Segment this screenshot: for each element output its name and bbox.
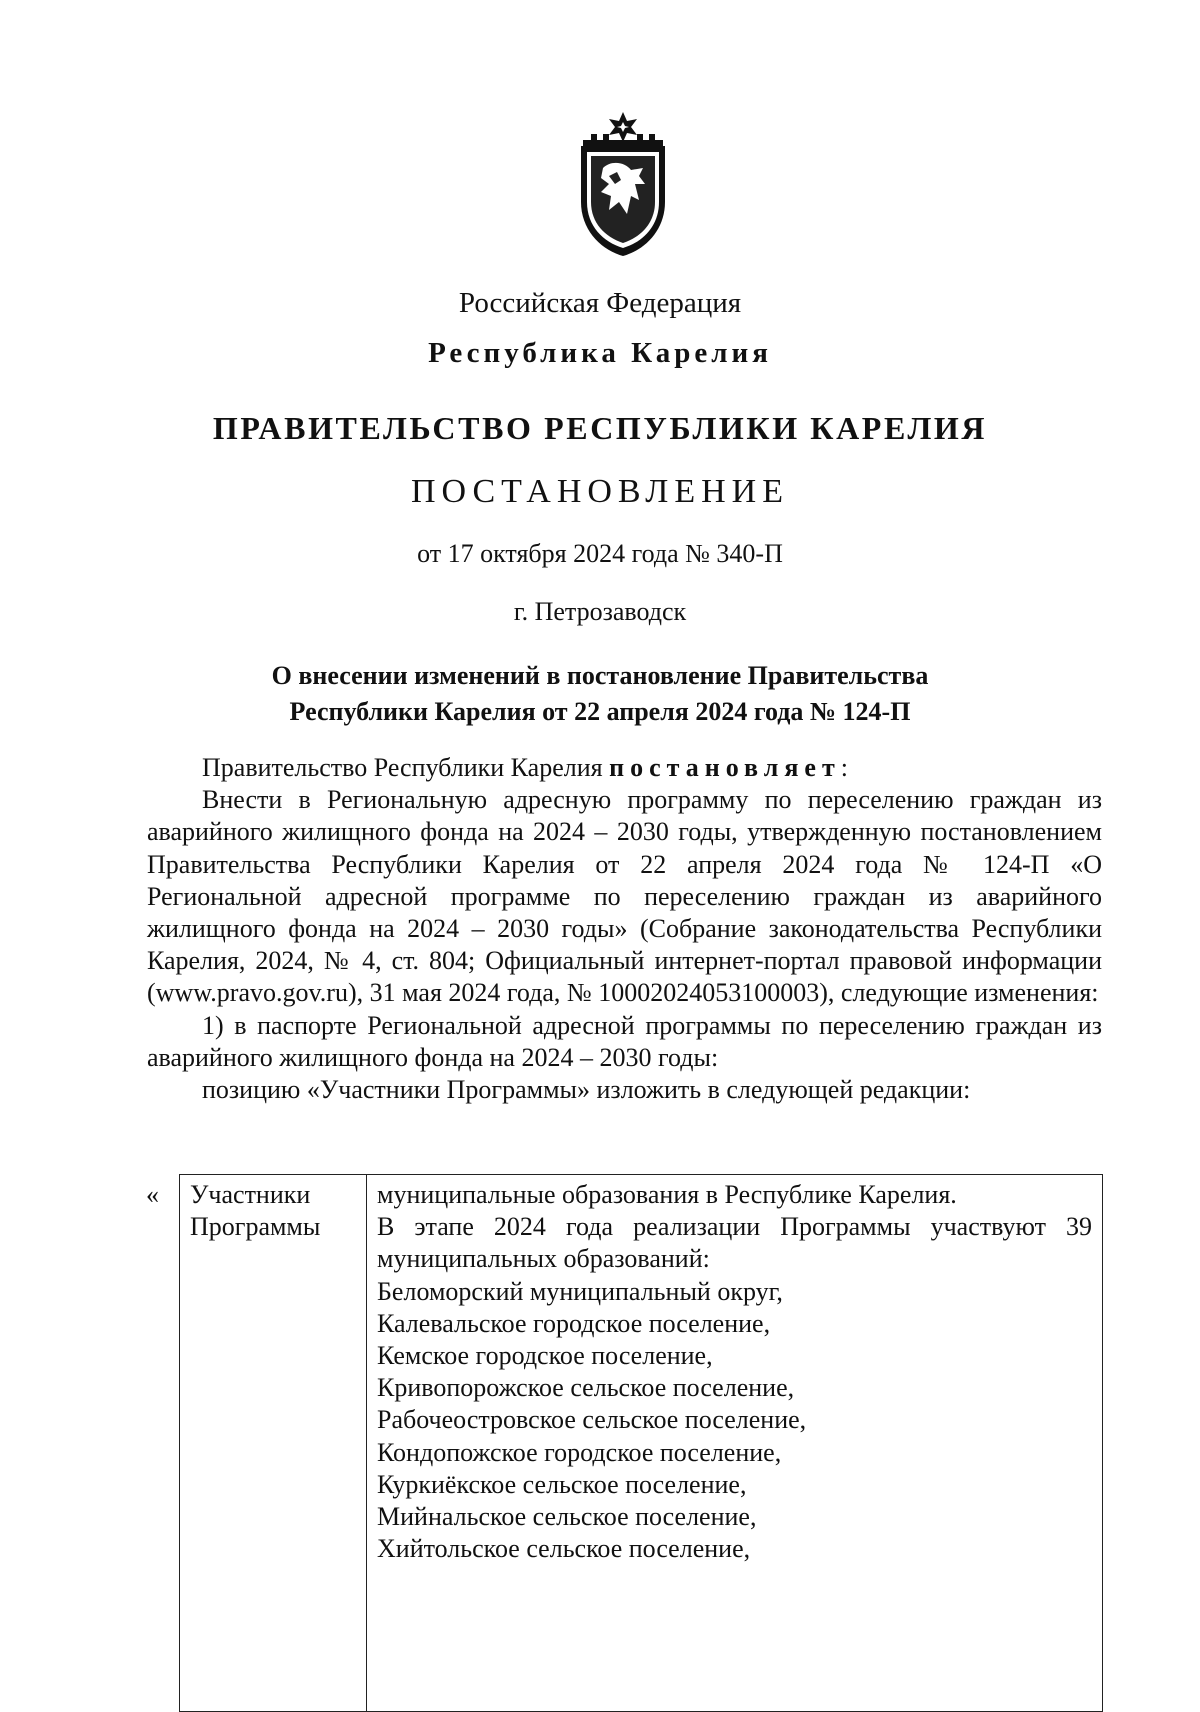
resolves-suffix: : xyxy=(840,753,848,782)
list-item: Беломорский муниципальный округ, xyxy=(377,1276,783,1306)
government-title: ПРАВИТЕЛЬСТВО РЕСПУБЛИКИ КАРЕЛИЯ xyxy=(212,410,988,446)
document-subject xyxy=(0,658,1200,730)
paragraph-amendments: Внести в Региональную адресную программу по переселению граждан из аварийного жилищного фонда на 2024 – 2030 годы, утвержденную постановлением Правительства Республики Карелия от 22 апреля 2024 года № 124-П «О Региональной адресной программе по переселению граждан из аварийного жилищного фонда на 2024 – 2030 годы» (Собрание законодательства Республики Карелия, 2024, № 4, ст. 804; Официальный интернет-портал правовой информации (www.pravo.gov.ru), 31 мая 2024 года, № 10002024053100003), следующие изменения: xyxy=(147,785,1102,1008)
document-type: ПОСТАНОВЛЕНИЕ xyxy=(410,473,790,510)
passport-table xyxy=(179,1174,1103,1712)
document-body xyxy=(147,752,1102,1106)
participants-intro: муниципальные образования в Республике Карелия. xyxy=(377,1180,957,1209)
list-item: Хийтольское сельское поселение, xyxy=(377,1534,751,1564)
participants-label-cell xyxy=(180,1175,367,1712)
subject-line-1: О внесении изменений в постановление Правительства xyxy=(271,661,929,690)
republic-name: Республика Карелия xyxy=(428,337,772,369)
label-line-2: Программы xyxy=(190,1212,321,1242)
participants-content-cell xyxy=(367,1175,1103,1712)
list-item: Калевальское городское поселение, xyxy=(377,1308,771,1338)
paragraph-item-1-instruction: позицию «Участники Программы» изложить в следующей редакции: xyxy=(202,1075,971,1105)
list-item: Кемское городское поселение, xyxy=(377,1341,713,1371)
list-item: Рабочеостровское сельское поселение, xyxy=(377,1405,807,1435)
document-city: г. Петрозаводск xyxy=(513,597,687,626)
list-item: Кривопорожское сельское поселение, xyxy=(377,1373,795,1403)
resolves-paragraph xyxy=(147,752,1102,784)
resolves-word: постановляет xyxy=(609,753,841,782)
list-item: Куркиёкское сельское поселение, xyxy=(377,1469,747,1499)
list-item: Кондопожское городское поселение, xyxy=(377,1437,782,1467)
coat-of-arms-icon xyxy=(573,110,673,258)
resolves-prefix: Правительство Республики Карелия xyxy=(202,753,603,782)
subject-line-2: Республики Карелия от 22 апреля 2024 года № 124-П xyxy=(289,697,911,726)
table-row xyxy=(180,1175,1103,1712)
participants-stage-text: В этапе 2024 года реализации Программы участвуют 39 муниципальных образований: xyxy=(377,1212,1092,1274)
label-line-1: Участники xyxy=(190,1180,311,1209)
list-item: Мийнальское сельское поселение, xyxy=(377,1502,757,1532)
opening-quote: « xyxy=(146,1180,159,1209)
document-date-number: от 17 октября 2024 года № 340-П xyxy=(417,539,783,568)
country-name: Российская Федерация xyxy=(458,287,742,319)
paragraph-item-1: 1) в паспорте Региональной адресной программы по переселению граждан из аварийного жилищного фонда на 2024 – 2030 годы: xyxy=(147,1010,1102,1072)
